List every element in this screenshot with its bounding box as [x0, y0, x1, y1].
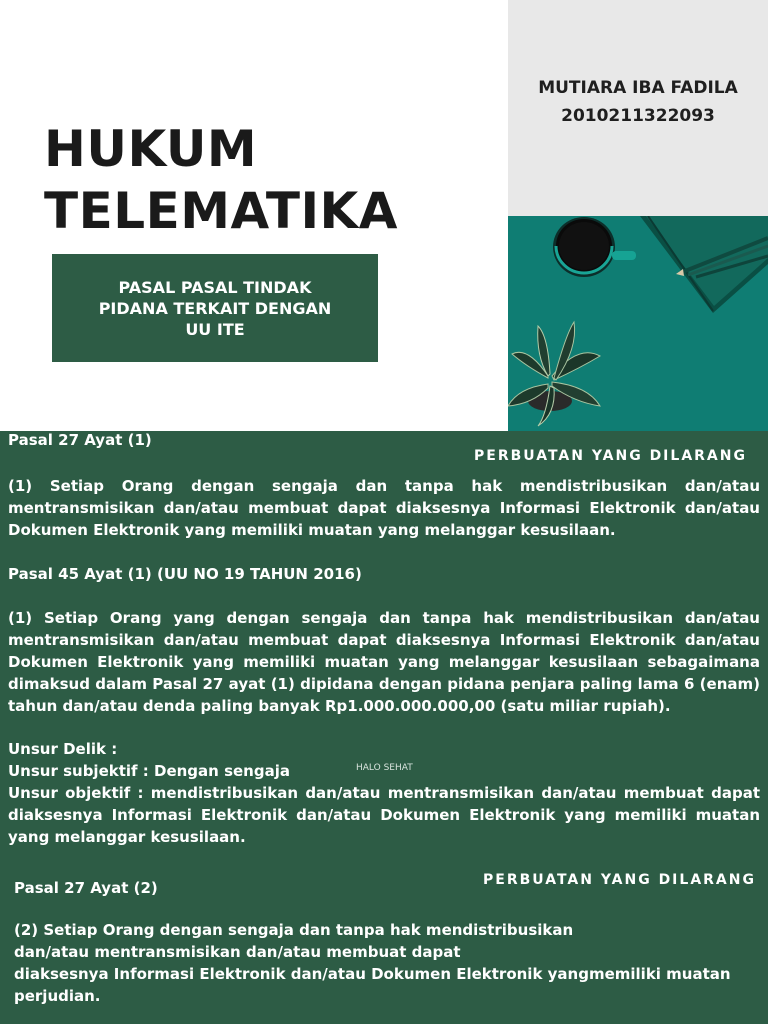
unsur-objektif: Unsur objektif : mendistribusikan dan/atau mentransmisikan dan/atau membuat dapat diaksesnya Informasi Elektronik dan/atau Dokumen Elektronik yang memiliki muatan yang melanggar kesusilaan. — [8, 784, 760, 846]
unsur-title: Unsur Delik : — [8, 740, 118, 758]
section2-title: Pasal 45 Ayat (1) (UU NO 19 TAHUN 2016) — [8, 565, 362, 583]
desk-photo — [508, 216, 768, 431]
section3-tag: PERBUATAN YANG DILARANG — [483, 872, 756, 888]
author-name: MUTIARA IBA FADILA — [538, 78, 738, 98]
section3-line-4: perjudian. — [14, 987, 101, 1005]
title-line-2: TELEMATIKA — [44, 182, 398, 240]
author-panel — [508, 0, 768, 216]
subtitle-text: PASAL PASAL TINDAK PIDANA TERKAIT DENGAN UU ITE — [98, 277, 332, 339]
section1-tag: PERBUATAN YANG DILARANG — [474, 448, 747, 464]
section3-line-1: (2) Setiap Orang dengan sengaja dan tanpa hak mendistribusikan — [14, 921, 574, 939]
section3-line-2: dan/atau mentransmisikan dan/atau membuat dapat — [14, 943, 461, 961]
subtitle-box — [52, 254, 378, 362]
cover-left-panel — [0, 0, 508, 431]
cover-title — [44, 118, 398, 242]
section3-line-3: diaksesnya Informasi Elektronik dan/atau Dokumen Elektronik yangmemiliki muatan — [14, 965, 731, 983]
section3-title: Pasal 27 Ayat (2) — [14, 879, 158, 897]
unsur-subjektif: Unsur subjektif : Dengan sengaja — [8, 762, 290, 780]
content-section — [0, 431, 768, 1024]
title-line-1: HUKUM — [44, 120, 258, 178]
section2-text: (1) Setiap Orang yang dengan sengaja dan tanpa hak mendistribusikan dan/atau mentransmisikan dan/atau membuat dapat diaksesnya Informasi Elektronik dan/atau Dokumen Elektronik yang memiliki muatan yang melanggar kesusilaan sebagaimana dimaksud dalam Pasal 27 ayat (1) dipidana dengan pidana penjara paling lama 6 (enam) tahun dan/atau denda paling banyak Rp1.000.000.000,00 (satu miliar rupiah). — [8, 609, 760, 715]
section1-text: (1) Setiap Orang dengan sengaja dan tanpa hak mendistribusikan dan/atau mentransmisikan dan/atau membuat dapat diaksesnya Informasi Elektronik dan/atau Dokumen Elektronik yang memiliki muatan yang melanggar kesusilaan. — [8, 477, 760, 539]
author-id: 2010211322093 — [561, 106, 715, 126]
watermark-text: HALO SEHAT — [356, 763, 413, 773]
section1-title: Pasal 27 Ayat (1) — [8, 431, 152, 449]
